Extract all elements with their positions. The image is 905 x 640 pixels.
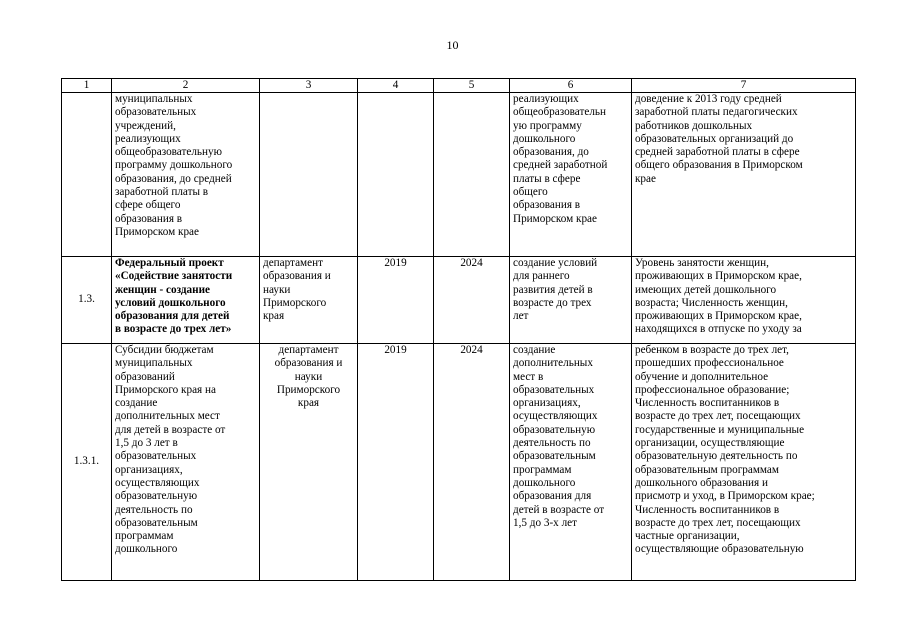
executor: департамент образования и науки Приморского края: [260, 344, 358, 581]
executor: департамент образования и науки Приморского края: [260, 257, 358, 344]
column-header: 2: [112, 79, 260, 93]
row-number: 1.3.: [62, 257, 112, 344]
table-row: [62, 344, 856, 581]
indicators: доведение к 2013 году средней заработной платы педагогических работников дошкольных образовательных организаций до средней заработной платы в сфере общего образования в Приморском крае: [632, 93, 856, 257]
program-table: [61, 78, 856, 581]
table-header-row: [62, 79, 856, 93]
end-year: [434, 93, 510, 257]
indicators: ребенком в возрасте до трех лет, прошедших профессиональное обучение и дополнительное профессиональное образование; Численность воспитанников в возрасте до трех лет, посещающих государственные и муниципальные организации, осуществляющие образовательную деятельность по образовательным программам дошкольного образования и присмотр и уход, в Приморском крае; Численность воспитанников в возрасте до трех лет, посещающих частные организации, осуществляющие образовательную: [632, 344, 856, 581]
activity-name: Субсидии бюджетам муниципальных образований Приморского края на создание дополнительных мест для детей в возрасте от 1,5 до 3 лет в образовательных организациях, осуществляющих образовательную деятельность по образовательным программам дошкольного: [112, 344, 260, 581]
table-row: [62, 257, 856, 344]
activity-name: муниципальных образовательных учреждений, реализующих общеобразовательную программу дошкольного образования, до средней заработной платы в сфере общего образования в Приморском крае: [112, 93, 260, 257]
column-header: 3: [260, 79, 358, 93]
column-header: 4: [358, 79, 434, 93]
column-header: 7: [632, 79, 856, 93]
page-number: 10: [446, 38, 459, 52]
column-header: 1: [62, 79, 112, 93]
row-number: [62, 93, 112, 257]
column-header: 6: [510, 79, 632, 93]
activity-name: Федеральный проект «Содействие занятости женщин - создание условий дошкольного образования для детей в возрасте до трех лет»: [112, 257, 260, 344]
indicators: Уровень занятости женщин, проживающих в Приморском крае, имеющих детей дошкольного возраста; Численность женщин, проживающих в Приморском крае, находящихся в отпуске по уходу за: [632, 257, 856, 344]
start-year: 2019: [358, 257, 434, 344]
executor: [260, 93, 358, 257]
expected-result: создание условий для раннего развития детей в возрасте до трех лет: [510, 257, 632, 344]
column-header: 5: [434, 79, 510, 93]
expected-result: реализующих общеобразовательн ую программу дошкольного образования, до средней заработной платы в сфере общего образования в Приморском крае: [510, 93, 632, 257]
end-year: 2024: [434, 344, 510, 581]
table-row: [62, 93, 856, 257]
start-year: [358, 93, 434, 257]
row-number: 1.3.1.: [62, 344, 112, 581]
expected-result: создание дополнительных мест в образовательных организациях, осуществляющих образовательную деятельность по образовательным программам дошкольного образования для детей в возрасте от 1,5 до 3-х лет: [510, 344, 632, 581]
end-year: 2024: [434, 257, 510, 344]
start-year: 2019: [358, 344, 434, 581]
